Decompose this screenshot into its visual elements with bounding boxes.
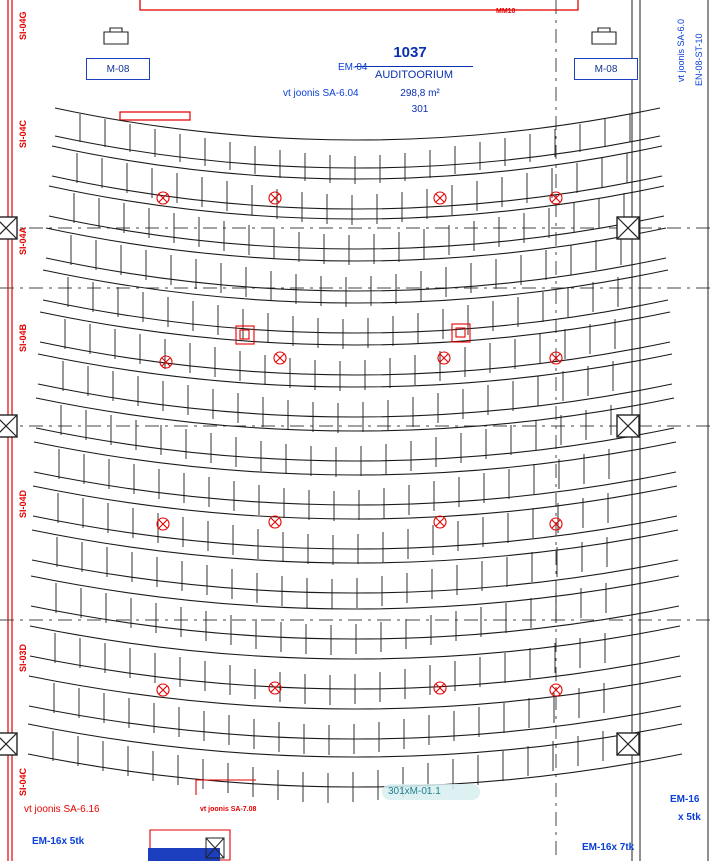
room-code: 301 [411,104,429,115]
room-name: AUDITOORIUM [355,66,473,81]
grid-si-04b: SI-04B [18,323,28,352]
grid-si-04c-top: SI-04C [18,119,28,148]
ref-sa-6-16: vt joonis SA-6.16 [24,804,100,815]
grid-si-04g: SI-04G [18,11,28,40]
room-number: 1037 [393,44,427,61]
ref-sa-6-0-right: vt joonis SA-6.0 [676,18,686,82]
grid-si-04d: SI-04D [18,489,28,518]
grid-si-04c-bottom: SI-04C [18,767,28,796]
device-m08-left[interactable]: M-08 [86,58,150,80]
grid-si-03d: SI-03D [18,643,28,672]
label-em16-right: EM-16 [670,794,700,805]
grid-si-04a: SI-04A [18,226,28,255]
label-em16-5tk-bottom: EM-16x 5tk [32,836,85,847]
room-area: 298,8 m² [400,88,440,99]
ref-sa-7-08: vt joonis SA-7.08 [200,806,257,813]
label-mm10: MM10 [496,8,516,15]
device-m08-right[interactable]: M-08 [574,58,638,80]
ref-en-08-st-10: EN-08-ST-10 [694,33,704,86]
label-em-04: EM-04 [338,62,368,73]
tag-301x-m011: 301xM-01.1 [388,786,441,797]
label-em16-7tk: EM-16x 7tk [582,842,635,853]
ref-sa-6-04: vt joonis SA-6.04 [283,88,359,99]
label-em16-5tk-right: x 5tk [678,812,701,823]
